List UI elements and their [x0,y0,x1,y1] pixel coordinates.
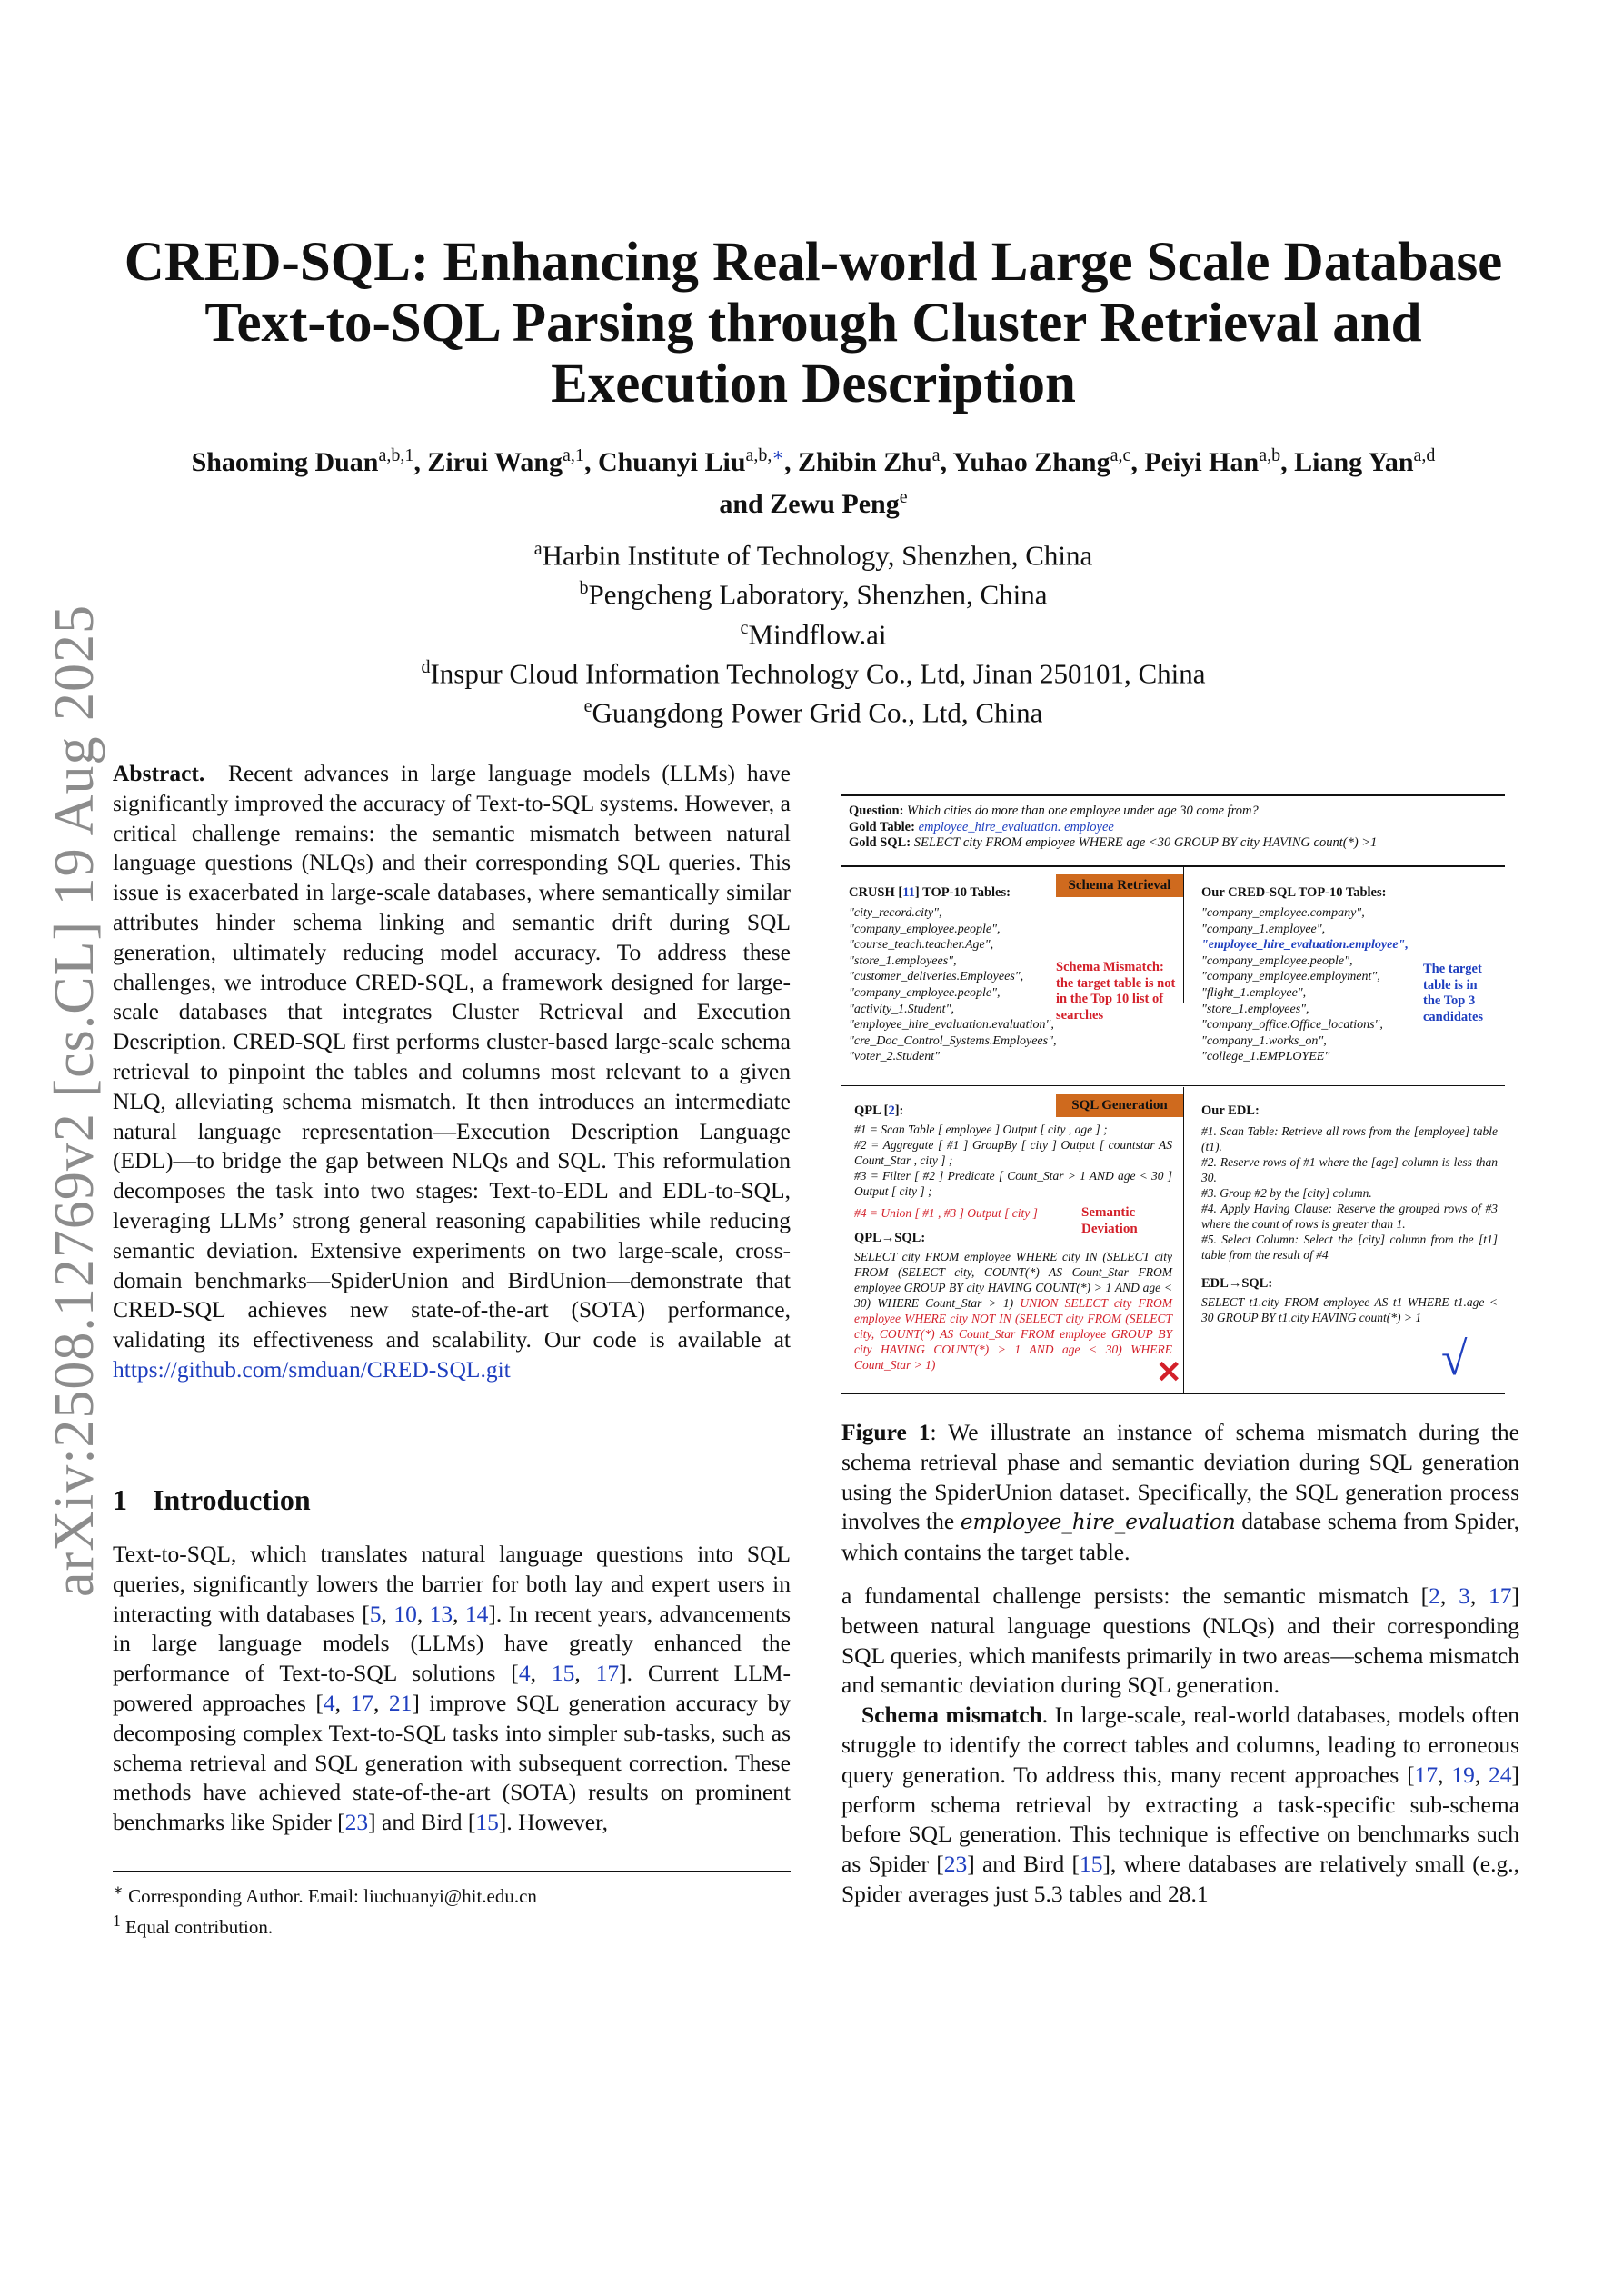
affiliation-mark: e [583,696,592,717]
arxiv-stamp: arXiv:2508.12769v2 [cs.CL] 19 Aug 2025 [44,604,105,1597]
edl-heading: Our EDL: [1201,1103,1260,1118]
target-note-line: The target [1423,962,1482,976]
citation-link: 15 [475,1809,499,1836]
citation-link: 2 [1429,1582,1440,1609]
crush-table-list [849,905,1056,1065]
semantic-deviation-label: Semantic Deviation [1081,1205,1138,1236]
author-name: Yuhao Zhang$^{a,c}$ [952,445,1131,477]
affiliation-line [100,533,1527,572]
gold-sql-label: Gold SQL: [849,835,911,850]
citation-link: 23 [943,1851,968,1878]
target-note-line: table is in [1423,977,1478,993]
author-affiliation-mark: e [899,487,908,507]
author-name: Zirui Wang$^{a,1}$ [427,445,584,477]
author-affiliation-mark: a,c [1110,445,1131,465]
author-name: Zhibin Zhu$^a$ [798,445,941,477]
right-paragraph-2: Schema mismatch. In large-scale, real-world databases, models often struggle to identify the correct tables and columns, leading to erroneous query generation. To address this, many recent approaches [17, 19, 24] perform schema retrieval by extracting a task-specific sub-schema before SQL generation. This technique is effective on benchmarks such as Spider [23] and Bird [15], where databases are relatively small (e.g., Spider averages just 5.3 tables and 28.1 [841,1702,1520,1907]
gold-table-label: Gold Table: [849,819,915,834]
edl-step: #1. Scan Table: Retrieve all rows from the [employee] table (t1). [1201,1124,1498,1153]
crush-heading: CRUSH [11] TOP-10 Tables: [849,885,1011,900]
author-list: Shaoming Duan$^{a,b,1}$, Zirui Wang$^{a,1}$, Chuanyi Liu$^{a,b,∗}$, Zhibin Zhu$^a$, Yuhao Zhang$^{a,c}$, Peiyi Han$^{a,b}$, Liang Yan$^{a,d}$ and Zewu Peng$^e$ [191,445,1436,519]
footnote-mark: ∗ [113,1881,124,1899]
citation-link: 17 [350,1689,373,1716]
ours-table-list [1201,905,1409,1065]
affiliation-list [100,533,1527,730]
citation-link: 13 [429,1600,453,1627]
footnote-rule [113,1871,791,1872]
ours-table-item: "employee_hire_evaluation.employee", [1201,938,1409,953]
mismatch-note-line: searches [1056,1007,1104,1023]
footnote-text: Corresponding Author. Email: liuchuanyi@hit.edu.cn [128,1885,537,1907]
citation-link: 15 [551,1660,575,1687]
citation-link: 15 [1080,1851,1103,1878]
affiliation-line [100,651,1527,690]
author-affiliation-mark: a,b [1259,445,1281,465]
check-icon: √ [1441,1333,1468,1385]
question-label: Question: [849,804,904,818]
figure-rule-3 [841,1085,1505,1086]
gold-sql-value: SELECT city FROM employee WHERE age <30 GROUP BY city HAVING count(*) >1 [913,835,1378,850]
crush-table-item: "store_1.employees", [849,953,957,968]
edl-steps [1201,1123,1498,1263]
figure-1 [841,794,1505,1396]
qpl-sql-heading: QPL→SQL: [854,1231,926,1245]
crush-table-item: "course_teach.teacher.Age", [849,938,994,953]
edl-step: #4. Apply Having Clause: Reserve the grouped rows of #3 where the count of rows is greater than 1. [1201,1202,1498,1231]
affiliation-mark: c [740,617,749,638]
crush-table-item: "company_employee.people", [849,985,1001,1000]
author-name: Chuanyi Liu$^{a,b,∗}$ [597,445,785,477]
section-title: Introduction [153,1483,311,1516]
citation-link: 17 [595,1660,620,1687]
section-number: 1 [113,1483,127,1516]
citation-link: 10 [393,1600,417,1627]
ours-table-item: "company_employee.employment", [1201,970,1380,984]
ours-table-item: "company_1.works_on", [1201,1033,1327,1048]
citation-link: 21 [388,1689,413,1716]
footnote-text: Equal contribution. [125,1916,274,1938]
caption-text-a: : We illustrate an instance of schema mismatch during the schema retrieval phase and semantic deviation during SQL generation using the SpiderUnion dataset. Specifically, the SQL generation process involves the [841,1419,1519,1535]
edl-step: #3. Group #2 by the [city] column. [1201,1186,1372,1200]
crush-table-item: "cre_Doc_Control_Systems.Employees", [849,1033,1057,1048]
affiliation-mark: d [421,656,431,677]
ours-table-item: "college_1.EMPLOYEE" [1201,1050,1330,1064]
affiliation-line [100,612,1527,651]
qpl-line: #3 = Filter [ #2 ] Predicate [ Count_Star > 1 AND age < 30 ] Output [ city ] ; [854,1169,1172,1198]
citation-link: 3 [1459,1582,1470,1609]
crush-table-item: "company_employee.people", [849,922,1001,936]
mismatch-note-line: the target table is not [1056,975,1176,991]
author-name: Zewu Peng$^e$ [770,487,908,519]
paper-title: CRED-SQL: Enhancing Real-world Large Scale Database Text-to-SQL Parsing through Cluster Retrieval and Execution Description [124,232,1503,414]
qpl-union-line: #4 = Union [ #1 , #3 ] Output [ city ] [854,1206,1038,1220]
qpl-sql: SELECT city FROM employee WHERE city IN (SELECT city FROM (SELECT city, COUNT(*) AS Count_Star FROM employee GROUP BY city HAVING COUNT(*) > 1 AND age < 30) WHERE Count_Star > 1) UNION SELECT city FROM employee WHERE city NOT IN (SELECT city FROM (SELECT city, COUNT(*) AS Count_Star FROM employee GROUP BY city HAVING COUNT(*) > 1 AND age < 30) WHERE Count_Star > 1) [854,1250,1173,1372]
ours-table-item: "company_office.Office_locations", [1201,1018,1383,1033]
crush-table-item: "city_record.city", [849,906,942,920]
right-column-text [841,1582,1519,1910]
qpl-line: #2 = Aggregate [ #1 ] GroupBy [ city ] Output [ countstar AS Count_Star , city ] ; [854,1138,1172,1167]
affiliation-mark: a [533,539,543,559]
ours-table-item: "company_1.employee", [1201,922,1326,936]
affiliation-line [100,572,1527,611]
author-name: Liang Yan$^{a,d}$ [1294,445,1436,477]
footnote [113,1878,791,1909]
affiliation-text: Pengcheng Laboratory, Shenzhen, China [588,578,1048,611]
citation-link: 4 [323,1689,335,1716]
citation-link: 23 [344,1809,369,1836]
abstract-body: Recent advances in large language models (LLMs) have significantly improved the accuracy of Text-to-SQL systems. However, a critical challenge remains: the semantic mismatch between natural language questions (NLQs) and their corresponding SQL queries. This issue is exacerbated in large-scale databases, where semantically similar attributes hinder schema linking and semantic drift during SQL generation, ultimately reducing model accuracy. To address these challenges, we introduce CRED-SQL, a framework designed for large-scale databases that integrates Cluster Retrieval and Execution Description. CRED-SQL first performs cluster-based large-scale schema retrieval to pinpoint the tables and columns most relevant to a given NLQ, alleviating schema mismatch. It then introduces an intermediate natural language representation—Execution Description Language (EDL)—to bridge the gap between NLQs and SQL. This reformulation decomposes the task into two stages: Text-to-EDL and EDL-to-SQL, leveraging LLMs’ strong general reasoning capabilities while reducing semantic deviation. Extensive experiments on two large-scale, cross-domain benchmarks—SpiderUnion and BirdUnion—demonstrate that CRED-SQL achieves new state-of-the-art (SOTA) performance, validating its effectiveness and scalability. Our code is available at [113,760,791,1353]
figure-bottom-rule [841,1393,1505,1394]
citation-link: 24 [1489,1761,1512,1788]
crush-table-item: "voter_2.Student" [849,1050,941,1064]
affiliation-mark: b [579,578,589,599]
qpl-red-row [854,1205,1181,1236]
abstract [113,759,791,1385]
affiliation-line [100,690,1527,729]
edl-sql: SELECT t1.city FROM employee AS t1 WHERE t1.age < 30 GROUP BY t1.city HAVING count(*) > 1 [1201,1295,1498,1324]
author-name: Shaoming Duan$^{a,b,1}$ [191,445,414,477]
citation-link: 17 [1414,1761,1439,1788]
caption-schema-name: employee_hire_evaluation [960,1511,1236,1535]
qpl-lines [854,1122,1172,1199]
ours-table-item: "company_employee.people", [1201,953,1353,968]
corresponding-mark: ∗ [772,445,785,465]
ours-heading: Our CRED-SQL TOP-10 Tables: [1201,885,1387,900]
affiliation-text: Mindflow.ai [748,617,887,650]
citation-link: 17 [1489,1582,1512,1609]
qpl-line: #1 = Scan Table [ employee ] Output [ city , age ] ; [854,1123,1108,1136]
schema-mismatch-heading: Schema mismatch [861,1702,1042,1729]
footnote-mark: 1 [113,1912,121,1930]
footnotes [113,1878,791,1940]
target-note-line: the Top 3 [1423,993,1476,1008]
affiliation-text: Guangdong Power Grid Co., Ltd, China [592,696,1043,729]
author-affiliation-mark: a,1 [563,445,584,465]
author-affiliation-mark: a,d [1413,445,1436,465]
ours-table-item: "store_1.employees", [1201,1002,1309,1016]
affiliation-text: Harbin Institute of Technology, Shenzhen, China [542,539,1093,572]
citation-link: 19 [1451,1761,1475,1788]
edl-step: #5. Select Column: Select the [city] column from the [t1] table from the result of #4 [1201,1233,1498,1262]
sql-generation-tag: SQL Generation [1056,1094,1183,1117]
cross-icon: ✕ [1156,1356,1182,1390]
caption-label: Figure 1 [841,1419,931,1445]
author-affiliation-mark: a,b,1 [378,445,414,465]
abstract-heading: Abstract. [113,760,205,786]
target-note [1423,962,1505,1025]
right-paragraph-1: a fundamental challenge persists: the semantic mismatch [2, 3, 17] between natural language questions (NLQs) and their corresponding SQL queries, which manifests primarily in two areas—schema mismatch and semantic deviation during SQL generation. [841,1582,1519,1699]
figure-top-rule [841,794,1505,796]
crush-table-item: "activity_1.Student", [849,1002,954,1016]
code-repository-link[interactable]: https://github.com/smduan/CRED-SQL.git [113,1355,511,1383]
schema-mismatch-note [1056,960,1201,1023]
footnote [113,1909,791,1940]
affiliation-text: Inspur Cloud Information Technology Co., Ltd, Jinan 250101, China [430,657,1206,690]
target-note-line: candidates [1423,1009,1484,1024]
figure-rule-2 [841,865,1505,867]
crush-table-item: "customer_deliveries.Employees", [849,970,1024,984]
ours-table-item: "company_employee.company", [1201,906,1365,920]
author-name: Peiyi Han$^{a,b}$ [1144,445,1281,477]
intro-paragraph: Text-to-SQL, which translates natural language questions into SQL queries, significantly lowers the barrier for both lay and expert users in interacting with databases [5, 10, 13, 14]. In recent years, advancements in large language models (LLMs) have greatly enhanced the performance of Text-to-SQL solutions [4, 15, 17]. Current LLM-powered approaches [4, 17, 21] improve SQL generation accuracy by decomposing complex Text-to-SQL tasks into simpler sub-tasks, such as schema retrieval and SQL generation with subsequent correction. These methods have achieved state-of-the-art (SOTA) results on prominent benchmarks like Spider [23] and Bird [15]. However, [113,1541,792,1836]
question-text: Which cities do more than one employee under age 30 come from? [907,804,1259,818]
author-affiliation-mark: a,b, [745,445,772,465]
gold-table-value: employee_hire_evaluation. employee [918,819,1114,834]
edl-step: #2. Reserve rows of #1 where the [age] column is less than 30. [1201,1155,1498,1184]
mismatch-note-line: in the Top 10 list of [1056,992,1164,1006]
edl-sql-heading: EDL→SQL: [1201,1276,1273,1291]
figure-caption [841,1418,1519,1568]
caption-text-b: database schema from Spider, which contains the target table. [841,1508,1519,1566]
crush-table-item: "employee_hire_evaluation.evaluation", [849,1018,1054,1033]
schema-retrieval-tag: Schema Retrieval [1056,874,1183,897]
qpl-heading: QPL [2]: [854,1103,904,1118]
figure-question-block [849,804,1503,852]
author-affiliation-mark: a [931,445,941,465]
figure-divider-2 [1183,1087,1184,1393]
mismatch-note-line: Schema Mismatch: [1056,960,1164,974]
citation-link: 4 [518,1660,531,1687]
citation-link: 5 [369,1600,382,1627]
ours-table-item: "flight_1.employee", [1201,985,1307,1000]
section-heading [113,1483,311,1517]
citation-link: 14 [464,1600,489,1627]
